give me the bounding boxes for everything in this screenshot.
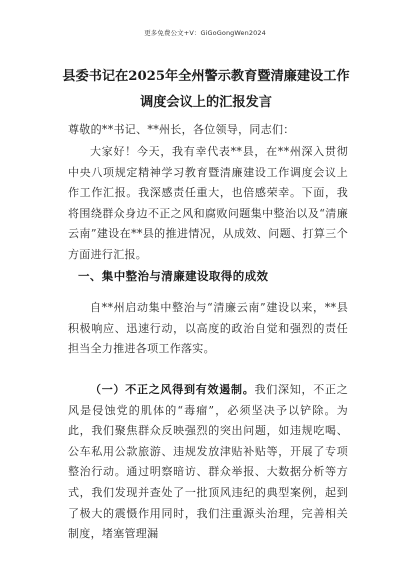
subsection-1-paragraph [68, 380, 348, 545]
document-title: 县委书记在2025年全州警示教育暨清廉建设工作调度会议上的汇报发言 [62, 69, 350, 110]
salutation: 尊敬的**书记、**州长，各位领导，同志们： [68, 123, 295, 136]
section-1-intro: 自**州启动集中整治与“清廉云南”建设以来，**县积极响应、迅速行动，以高度的政治自觉和强烈的责任担当全力推进各项工作落实。 [68, 301, 348, 356]
header-note: 更多免费公文+V：GiGoGongWen2024 [144, 29, 266, 37]
subsection-1-body: 我们深知，不正之风是侵蚀党的肌体的“毒瘤”，必须坚决予以铲除。为此，我们聚焦群众反映强烈的突出问题，如违规吃喝、公车私用公款旅游、违规发放津贴补贴等，开展了专项整治行动。通过明察暗访、群众举报、大数据分析等方式，我们发现并查处了一批顶风违纪的典型案例，起到了极大的震慑作用同时，我们注重源头治理，完善相关制度，堵塞管理漏 [68, 383, 348, 541]
intro-paragraph: 大家好！今天，我有幸代表**县，在**州深入贯彻中央八项规定精神学习教育暨清廉建设工作调度会议上作工作汇报。我深感责任重大，也倍感荣幸。下面，我将围绕群众身边不正之风和腐败问题集中整治以及“清廉云南”建设在**县的推进情况，从成效、问题、打算三个方面进行汇报。 [68, 145, 348, 261]
section-1-heading: 一、集中整治与清廉建设取得的成效 [78, 269, 269, 283]
subsection-1-heading: （一）不正之风得到有效遏制。 [90, 383, 255, 396]
